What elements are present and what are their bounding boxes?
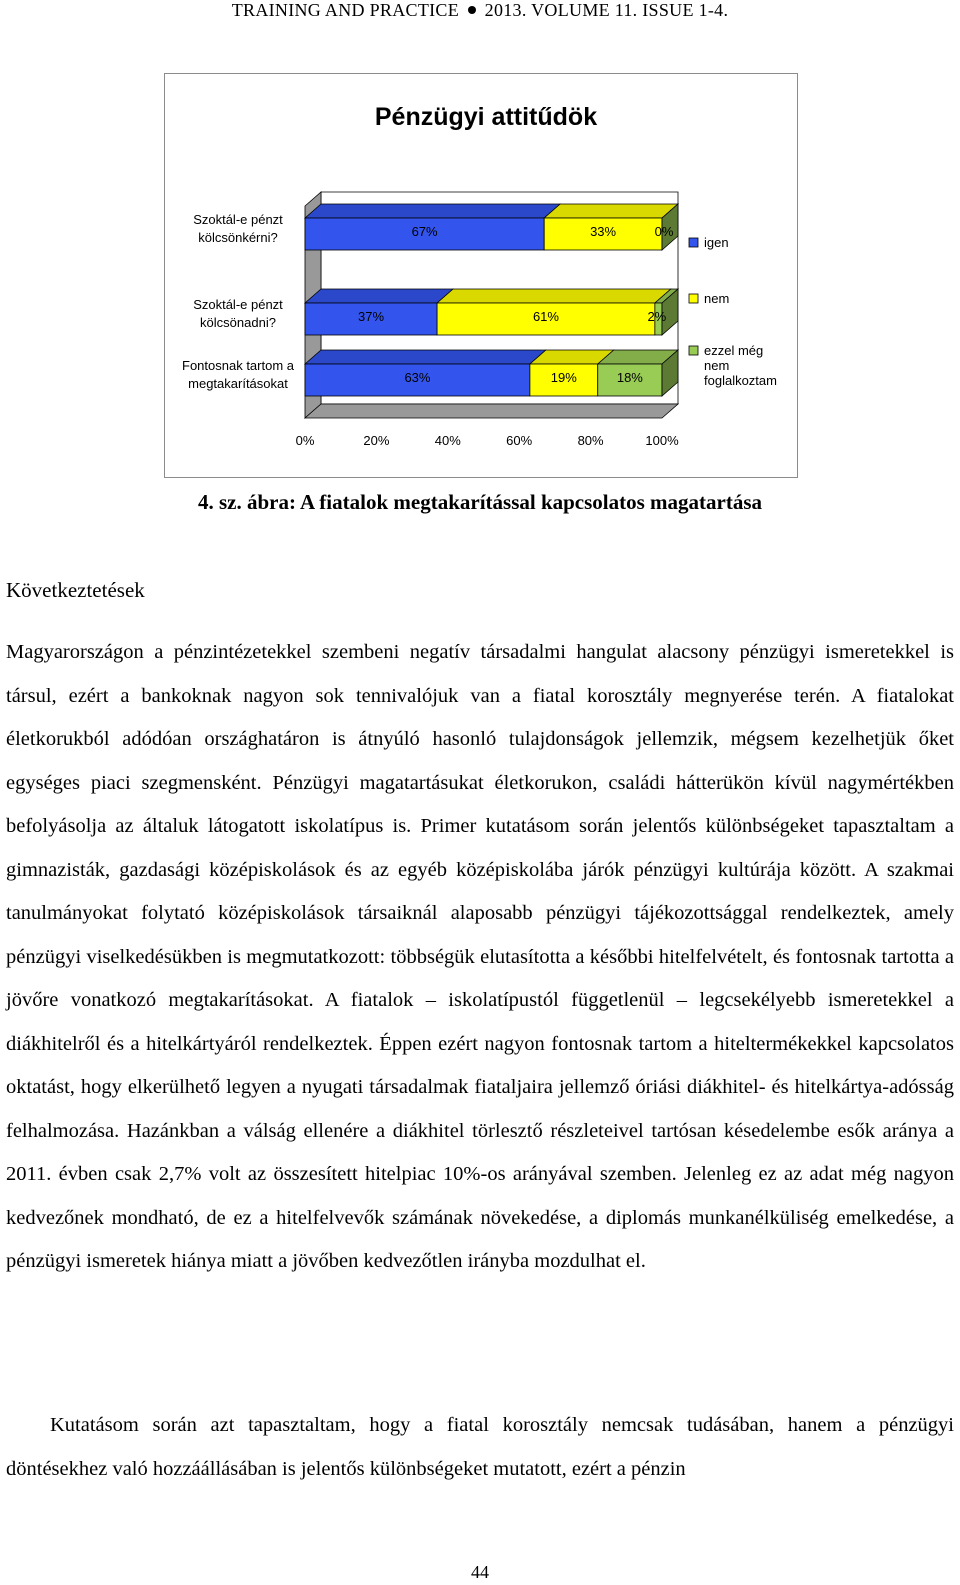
data-label: 61% — [532, 309, 559, 324]
bar-top-1-0 — [305, 289, 453, 303]
x-tick-label: 100% — [645, 433, 679, 448]
data-label: 33% — [590, 224, 617, 239]
bullet-separator-icon — [468, 6, 476, 14]
chart-title: Pénzügyi attitűdök — [374, 103, 598, 131]
chart-floor — [305, 404, 678, 418]
legend-label: foglalkoztam — [704, 373, 777, 388]
category-label: Szoktál-e pénzt — [193, 297, 283, 312]
legend-label: igen — [704, 235, 729, 250]
x-tick-label: 40% — [434, 433, 461, 448]
data-label: 2% — [647, 309, 667, 324]
bar-top-0-1 — [544, 204, 678, 218]
x-tick-label: 60% — [506, 433, 533, 448]
data-label: 63% — [404, 370, 431, 385]
paragraph: Kutatásom során azt tapasztaltam, hogy a fiatal korosztály nemcsak tudásában, hanem a pénzügyi döntésekhez való hozzáállásában is jelentős különbségeket mutatott, ezért a pénzin — [6, 1414, 954, 1480]
legend-swatch-1 — [689, 294, 698, 303]
legend-label: nem — [704, 291, 730, 306]
paragraph: Magyarországon a pénzintézetekkel szembeni negatív társadalmi hangulat alacsony pénzügyi ismeretekkel is társul, ezért a bankoknak nagyon sok tennivalójuk van a fiatal korosztály megnyerése terén. A fiatalokat életkorukból adódóan országhatáron is átnyúló hasonló tulajdonságok jellemzik, mégsem kezelhetjük őket egységes piaci szegmensként. Pénzügyi magatartásukat életkorukon, családi hátterükön kívül nagymértékben befolyásolja az általuk látogatott iskolatípus is. Primer kutatásom során jelentős különbségeket tapasztaltam a gimnazisták, gazdasági középiskolások és az egyéb középiskolába járók pénzügyi kultúrája között. A szakmai tanulmányokat folytató középiskolások társaiknál alaposabb pénzügyi tájékozottsággal rendelkeztek, amely pénzügyi viselkedésükben is megmutatkozott: többségük elutasította a későbbi hitelfelvételt, és fontosnak tartotta a jövőre vonatkozó megtakarításokat. A fiatalok – iskolatípustól függetlenül – legcsekélyebb ismeretekkel a diákhitelről és a hitelkártyáról rendelkeztek. Éppen ezért nagyon fontosnak tartom a hiteltermékekkel kapcsolatos oktatást, hogy elkerülhető legyen a nyugati társadalmak fiataljaira jellemző óriási diákhitel- és hitelkártya-adósság felhalmozása. Hazánkban a válság ellenére a diákhitel törlesztő részleteivel tartósan késedelembe esők aránya a 2011. évben csak 2,7% volt az összesített hitelpiac 10%-os arányával szemben. Jelenleg ez az adat még nagyon kedvezőnek mondható, de ez a hitelfelvevők számának növekedése, a diplomás munkanélküliség emelkedése, a pénzügyi ismeretek hiánya miatt a jövőben kedvezőtlen irányba mozdulhat el. — [6, 641, 954, 1272]
category-label: kölcsönadni? — [200, 315, 276, 330]
x-tick-label: 80% — [577, 433, 604, 448]
x-tick-label: 0% — [295, 433, 315, 448]
legend-label: ezzel még — [704, 343, 764, 358]
category-label: Fontosnak tartom a — [182, 358, 294, 373]
journal-issue: 2013. VOLUME 11. ISSUE 1-4. — [484, 0, 729, 20]
data-label: 37% — [358, 309, 385, 324]
journal-name: TRAINING AND PRACTICE — [231, 0, 460, 20]
data-label: 19% — [550, 370, 577, 385]
x-tick-label: 20% — [363, 433, 390, 448]
data-label: 18% — [616, 370, 643, 385]
category-label: megtakarításokat — [188, 376, 288, 391]
legend-swatch-2 — [689, 346, 698, 355]
category-label: kölcsönkérni? — [198, 230, 278, 245]
bar-top-2-0 — [305, 350, 546, 364]
legend-swatch-0 — [689, 238, 698, 247]
category-label: Szoktál-e pénzt — [193, 212, 283, 227]
stacked-bar-chart — [165, 74, 797, 477]
chart-frame — [164, 73, 798, 478]
section-title: Következtetések — [6, 578, 145, 602]
figure-caption: 4. sz. ábra: A fiatalok megtakarítással kapcsolatos magatartása — [197, 490, 763, 514]
legend-label: nem — [704, 358, 730, 373]
data-label: 0% — [654, 224, 674, 239]
page-number: 44 — [471, 1562, 489, 1582]
data-label: 67% — [411, 224, 438, 239]
running-header — [0, 0, 960, 21]
bar-top-1-1 — [437, 289, 671, 303]
bar-top-0-0 — [305, 204, 560, 218]
